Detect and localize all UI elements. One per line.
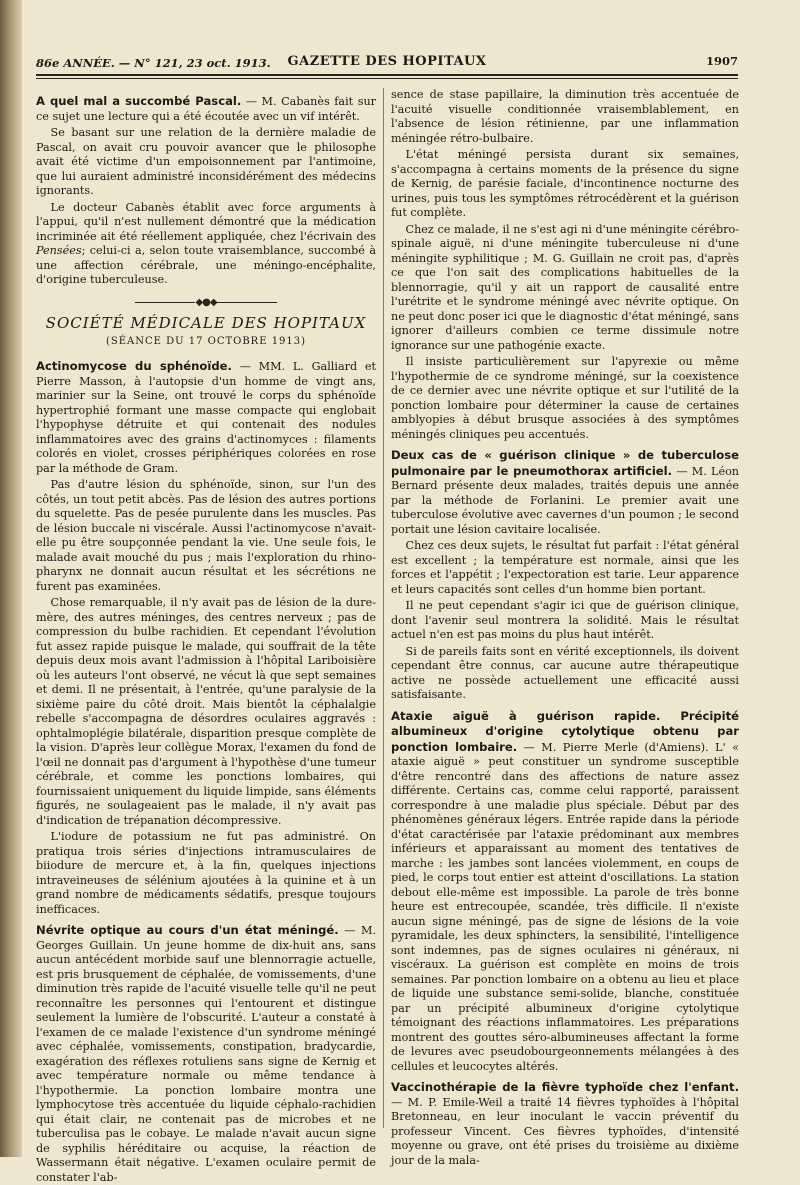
paragraph: Chez ce malade, il ne s'est agi ni d'une méningite cérébro-spinale aiguë, ni d'une méningite tuberculeuse ni d'une méningite syphilitique ; M. G. Guillain ne croit pas, d'après ce que l'on sait des complications habituelles de la blennorragie, qu'il y ait un rapport de causalité entre l'urétrite et le syndrome méningé avec névrite optique. On ne peut donc poser ici que le diagnostic d'état méningé, sans ignorer d'ailleurs combien ce terme dissimule notre ignorance sur une pathogénie exacte. bbox=[391, 222, 739, 352]
article-pneumothorax bbox=[391, 448, 739, 537]
article-title: Ataxie aiguë à guérison rapide. Précipité albumineux d'origine cytolytique obtenu par ponction lombaire. bbox=[391, 708, 739, 754]
article-text: — M. Pierre Merle (d'Amiens). L' « ataxie aiguë » peut constituer un syndrome susceptible d'être rencontré dans des affections de nature assez différente. Certains cas, comme celui rapporté, paraissent correspondre à une maladie plus spéciale. Début par des phénomènes généraux légers. Entrée rapide dans la période d'état caractérisée par l'ataxie prédominant aux membres inférieurs et apparaissant au moment des tentatives de marche : les jambes sont lancées violemment, en coups de pied, le corps tout entier est atteint d'oscillations. La station debout elle-même est impossible. La parole de très bonne heure est entrecoupée, scandée, très difficile. Il n'existe aucun signe méningé, pas de signe de lésions de la voie pyramidale, les deux sphincters, la sensibilité, l'intelligence sont indemnes, pas de signes oculaires ni généraux, ni viscéraux. La guérison est complète en moins de trois semaines. Par ponction lombaire on a obtenu au lieu et place de liquide une substance semi-solide, blanche, constituée par un précipité albumineux d'origine cytolytique témoignant des réactions inflammatoires. Les préparations montrent des gouttes séro-albumineuses affectant la forme de levures avec pseudobourgeonnements mélangées à des cellules et leucocytes altérés. bbox=[391, 740, 739, 1073]
article-title: Névrite optique au cours d'un état méningé. bbox=[36, 923, 339, 937]
article-nevrite bbox=[36, 923, 376, 1185]
article-title: Actinomycose du sphénoïde. bbox=[36, 359, 232, 373]
issue-info: 86e ANNÉE. — N° 121, 23 oct. 1913. bbox=[36, 56, 271, 70]
page-binding-edge bbox=[0, 0, 22, 1157]
article-title: A quel mal a succombé Pascal. bbox=[36, 94, 242, 108]
article-text: — M. Georges Guillain. Un jeune homme de dix-huit ans, sans aucun antécédent morbide sauf une blennorragie actuelle, est pris brusquement de céphalée, de vomissements, d'une diminution très rapide de l'acuité visuelle telle qu'il ne peut reconnaître les personnes qui l'entourent et distingue seulement la lumière de l'obscurité. L'auteur a constaté à l'examen de ce malade l'existence d'un syndrome méningé avec céphalée, vomissements, constipation, bradycardie, exagération des réflexes rotuliens sans signe de Kernig et avec température normale ou même tendance à l'hypothermie. La ponction lombaire montra une lymphocytose très accentuée du liquide céphalo-rachidien qui était clair, ne contenait pas de microbes et ne tuberculisa pas le cobaye. Le malade n'avait aucun signe de syphilis héréditaire ou acquise, la réaction de Wassermann était négative. L'examen oculaire permit de constater l'ab- bbox=[36, 924, 377, 1184]
paragraph: L'iodure de potassium ne fut pas administré. On pratiqua trois séries d'injections intramusculaires de biiodure de mercure et, à la fin, quelques injections intraveineuses de sélénium ajoutées à la quinine et à un grand nombre de médicaments sédatifs, presque toujours inefficaces. bbox=[36, 830, 376, 916]
article-ataxie bbox=[391, 709, 739, 1075]
article-title: Vaccinothérapie de la fièvre typhoïde chez l'enfant. bbox=[391, 1080, 739, 1094]
ornament-divider: ◆●◆ bbox=[36, 296, 376, 311]
article-actinomycose bbox=[36, 359, 376, 476]
page-number: 1907 bbox=[705, 54, 738, 68]
article-text: — MM. L. Galliard et Pierre Masson, à l'autopsie d'un homme de vingt ans, marinier sur la Seine, ont trouvé le corps du sphénoïde hypertrophié formant une masse compacte qui englobait l'hypophyse détruite et qui contenait des nodules inflammatoires avec des grains d'actinomyces : filaments colorés en violet, crosses périphériques colorées en rose par la méthode de Gram. bbox=[36, 360, 376, 475]
journal-title: GAZETTE DES HOPITAUX bbox=[287, 54, 487, 69]
article-text: — M. P. Emile-Weil a traité 14 fièvres typhoïdes à l'hôpital Bretonneau, en leur inoculant le vaccin préventif du professeur Vincent. Ces fièvres typhoïdes, d'intensité moyenne ou grave, ont été prises du troisième au dixième jour de la mala- bbox=[391, 1095, 739, 1167]
paragraph: Chose remarquable, il n'y avait pas de lésion de la dure-mère, des autres méninges, des centres nerveux ; pas de compression du bulbe rachidien. Et cependant l'évolution fut assez rapide puisque le malade, qui souffrait de la tête depuis deux mois avant l'admission à l'hôpital Lariboisière où les auteurs l'ont observé, ne vécut là que sept semaines et demi. Il ne présentait, à l'entrée, qu'une paralysie de la sixième paire du côté droit. Mais bientôt la céphalalgie rebelle s'accompagna de désordres oculaires aggravés : ophtalmoplégie bilatérale, disparition presque complète de la vision. D'après leur collègue Morax, l'examen du fond de l'œil ne donnait pas d'argument à l'hypothèse d'une tumeur cérébrale, et comme les ponctions lombaires, qui fournissaient uniquement du liquide limpide, sans éléments figurés, ne soulageaient pas le malade, il n'y avait pas d'indication de trépanation décompressive. bbox=[36, 596, 376, 827]
column-divider bbox=[383, 88, 384, 1128]
paragraph: Si de pareils faits sont en vérité exceptionnels, ils doivent cependant être connus, car aucune autre thérapeutique active ne possède actuellement une efficacité aussi satisfaisante. bbox=[391, 644, 739, 701]
article-title: Deux cas de « guérison clinique » de tuberculose pulmonaire par le pneumothorax artificiel. bbox=[391, 448, 739, 478]
paragraph: L'état méningé persista durant six semaines, s'accompagna à certains moments de la présence du signe de Kernig, de parésie faciale, d'incontinence nocturne des urines, puis tous les symptômes rétrocédèrent et la guérison fut complète. bbox=[391, 148, 739, 219]
page-header bbox=[36, 52, 738, 74]
paragraph: Chez ces deux sujets, le résultat fut parfait : l'état général est excellent ; la température est normale, ainsi que les forces et l'appétit ; l'expectoration est tarie. Leur apparence et leurs capacités sont celles d'un homme bien portant. bbox=[391, 539, 739, 596]
italic-title: Pensées bbox=[36, 244, 82, 257]
paragraph bbox=[36, 201, 376, 288]
article-vaccinotherapie bbox=[391, 1080, 739, 1168]
header-rule-thick bbox=[36, 74, 738, 76]
article-text: — M. Léon Bernard présente deux malades, traités depuis une année par la méthode de Forlanini. Le premier avait une tuberculose évolutive avec cavernes d'un poumon ; le second portait une lésion cavitaire localisée. bbox=[391, 464, 740, 536]
paragraph-continued: sence de stase papillaire, la diminution très accentuée de l'acuité visuelle conditionnée vraisemblablement, en l'absence de lésion rétinienne, par une inflammation méningée rétro-bulbaire. bbox=[391, 88, 739, 145]
text-run: Le docteur Cabanès établit avec force arguments à l'appui, qu'il n'est nullement démontré que la médication incriminée ait été réellement appliquée, chez l'écrivain des bbox=[36, 200, 376, 243]
article-pascal-intro bbox=[36, 94, 376, 124]
left-column bbox=[36, 88, 377, 1184]
paragraph: Il ne peut cependant s'agir ici que de guérison clinique, dont l'avenir seul montrera la solidité. Mais le résultat actuel n'en est pas moins du plus haut intérêt. bbox=[391, 599, 739, 641]
paragraph: Il insiste particulièrement sur l'apyrexie ou même l'hypothermie de ce syndrome méningé, sur la coexistence de ce dernier avec une névrite optique et sur l'utilité de la ponction lombaire pour déterminer la cause de certaines amblyopies à début brusque associées à des symptômes méningés cliniques peu accentués. bbox=[391, 355, 739, 441]
paragraph: Pas d'autre lésion du sphénoïde, sinon, sur l'un des côtés, un tout petit abcès. Pas de lésion des autres portions du squelette. Pas de pesée purulente dans les muscles. Pas de lésion buccale ni viscérale. Aussi l'actinomycose n'avait-elle pu être soupçonnée pendant la vie. Une seule fois, le malade avait mouché du pus ; mais l'exploration du rhino-pharynx ne donnait aucun résultat et les sécrétions ne furent pas examinées. bbox=[36, 478, 376, 593]
right-column bbox=[391, 88, 740, 1167]
header-rule-thin bbox=[36, 78, 738, 79]
section-date: (SÉANCE DU 17 OCTOBRE 1913) bbox=[105, 335, 307, 347]
article-text: — M. Cabanès fait sur ce sujet une lecture qui a été écoutée avec un vif intérêt. bbox=[36, 95, 376, 123]
text-run: ; celui-ci a, selon toute vraisemblance, succombé à une affection cérébrale, une méningo-encéphalite, d'origine tuberculeuse. bbox=[36, 244, 376, 286]
section-title: SOCIÉTÉ MÉDICALE DES HOPITAUX bbox=[45, 314, 367, 332]
paragraph: Se basant sur une relation de la dernière maladie de Pascal, on avait cru pouvoir avancer que le philosophe avait été victime d'un empoisonnement par l'antimoine, que lui auraient administré inconsidérément des médecins ignorants. bbox=[36, 126, 376, 197]
